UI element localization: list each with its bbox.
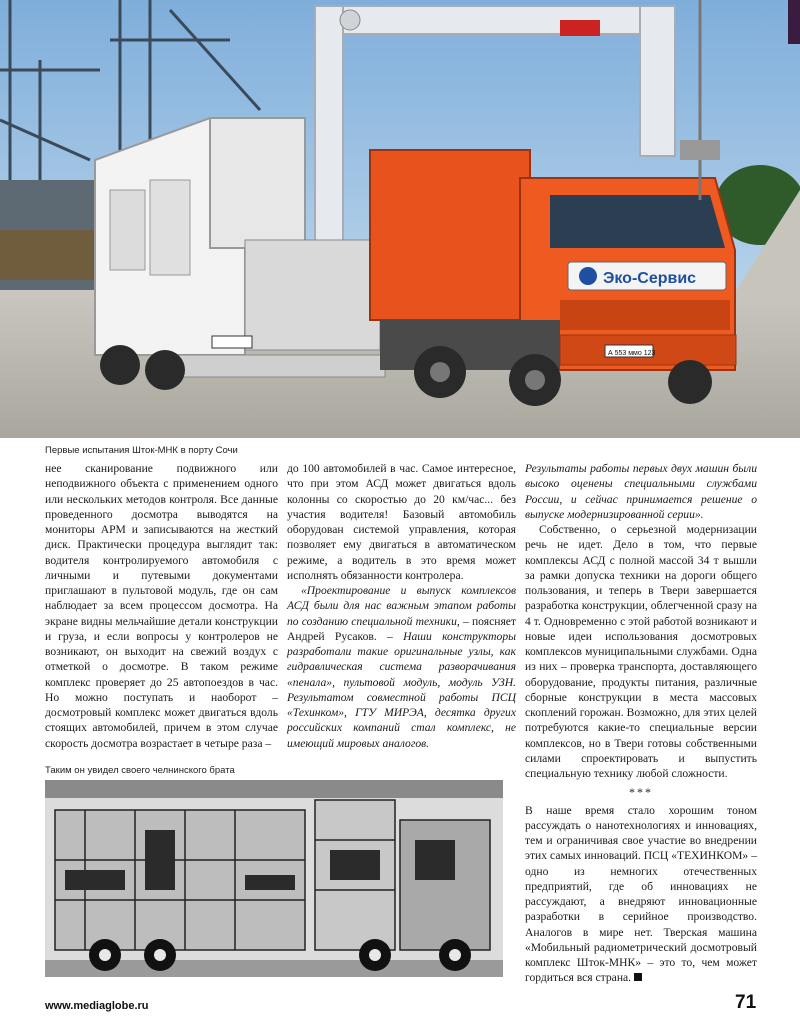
column-1: [45, 461, 278, 751]
column3-paragraph-3-text: В наше время стало хорошим тоном рассуждать о нанотехнологиях и инновациях, тем и ограничивая свое участие во внедрении этих самых инноваций. ПСЦ «ТЕХИНКОМ» – одно из немногих отечественных предприятий, где об инновациях не рассуждают, а внедряют инновационные разработки в серийное производство. Аналогов в мире нет. Тверская машина «Мобильный радиометрический досмотровый комплекс Шток-МНК» – это то, чем может гордиться вся страна.: [525, 803, 757, 985]
xray-caption: Таким он увидел своего челнинского брата: [45, 765, 235, 776]
quote-part-a: «Проектирование и выпуск комплексов АСД были для нас важным этапом работы по созданию специальной техники, –: [287, 584, 516, 628]
quote-part-c: Наши конструкторы разработали такие оригинальные узлы, как гидравлическая система разворачивания «пенала», пультовой модуль, модуль УЗН. Результатом совместной работы ПСЦ «Техинком», ГТУ МИРЭА, десятка других российских компаний стал комплекс, не имеющий мировых аналогов.: [287, 629, 516, 750]
section-separator: ***: [629, 785, 653, 800]
column-2: [287, 461, 516, 751]
xray-truck-illustration: [45, 780, 503, 977]
column2-quote-paragraph: [287, 583, 516, 751]
footer-url[interactable]: www.mediaglobe.ru: [45, 1000, 149, 1012]
sidebar-tab: [788, 0, 800, 44]
end-of-article-mark: [634, 973, 642, 981]
column3-paragraph-3: [525, 803, 757, 986]
quote-attribution: поясняет Андрей Русаков. –: [287, 614, 516, 643]
truck-plate-text: А 553 ммо 123: [608, 350, 656, 357]
top-photo: [0, 0, 800, 438]
page-number: 71: [735, 992, 757, 1013]
column3-paragraph-2: Собственно, о серьезной модернизации речь не идет. Дело в том, что первые комплексы АСД с полной массой 34 т вышли за рамки допуска техники на дороги общего пользования, и теперь в Твери завершается разработка конструкции, облегченной сразу на 4 т. Одновременно с этой работой возникают и новые идеи использования досмотровых комплексов муниципальными службами. Одна из них – проверка транспорта, доставляющего оборудование, продукты питания, различные сборные конструкции в места массовых скоплений горожан. Возможно, для этих целей потребуются какие-то специальные версии комплексов, но в Твери готовы собственными силами спроектировать и выпустить специальную технику любой сложности.: [525, 523, 757, 780]
column3-quote-end: Результаты работы первых двух машин были высоко оценены специальными службами России, и сейчас принимается решение о выпуске модернизированной серии».: [525, 462, 757, 521]
photo-caption: Первые испытания Шток-МНК в порту Сочи: [45, 445, 238, 456]
column1-paragraph: нее сканирование подвижного или неподвижного объекта с применением одного или нескольких методов контроля. Все данные проведенного досмотра выводятся на мониторы АРМ и записываются на жесткий диск. Практически процедура выглядит так: водителя контролируемого автомобиля с личными и путевыми документами приглашают в пультовой модуль, где он сам наблюдает за всем процессом досмотра. На экране видны мельчайшие детали конструкции и груза, и если вопросы у контролеров не возникают, он выходит на свежий воздух с отметкой о досмотре. В таком режиме комплекс проверяет до 25 автопоездов в час. Но можно поступать и наоборот – досмотровый комплекс может двигаться вдоль стоящих автомобилей, причем в этом случае скорость досмотра возрастает в четыре раза –: [45, 462, 278, 750]
column-3: [525, 461, 757, 986]
port-trucks-illustration: [0, 0, 800, 438]
truck-logo-text: Эко-Сервис: [603, 270, 697, 287]
xray-image: [45, 780, 503, 977]
column2-paragraph-1: до 100 автомобилей в час. Самое интересное, что при этом АСД может двигаться вдоль колонны со скоростью до 20 км/час... без участия водителя! Базовый автомобиль оборудован системой управления, которая позволяет ему двигаться в автоматическом режиме, а водитель в это время может исполнять обязанности контролера.: [287, 462, 516, 582]
